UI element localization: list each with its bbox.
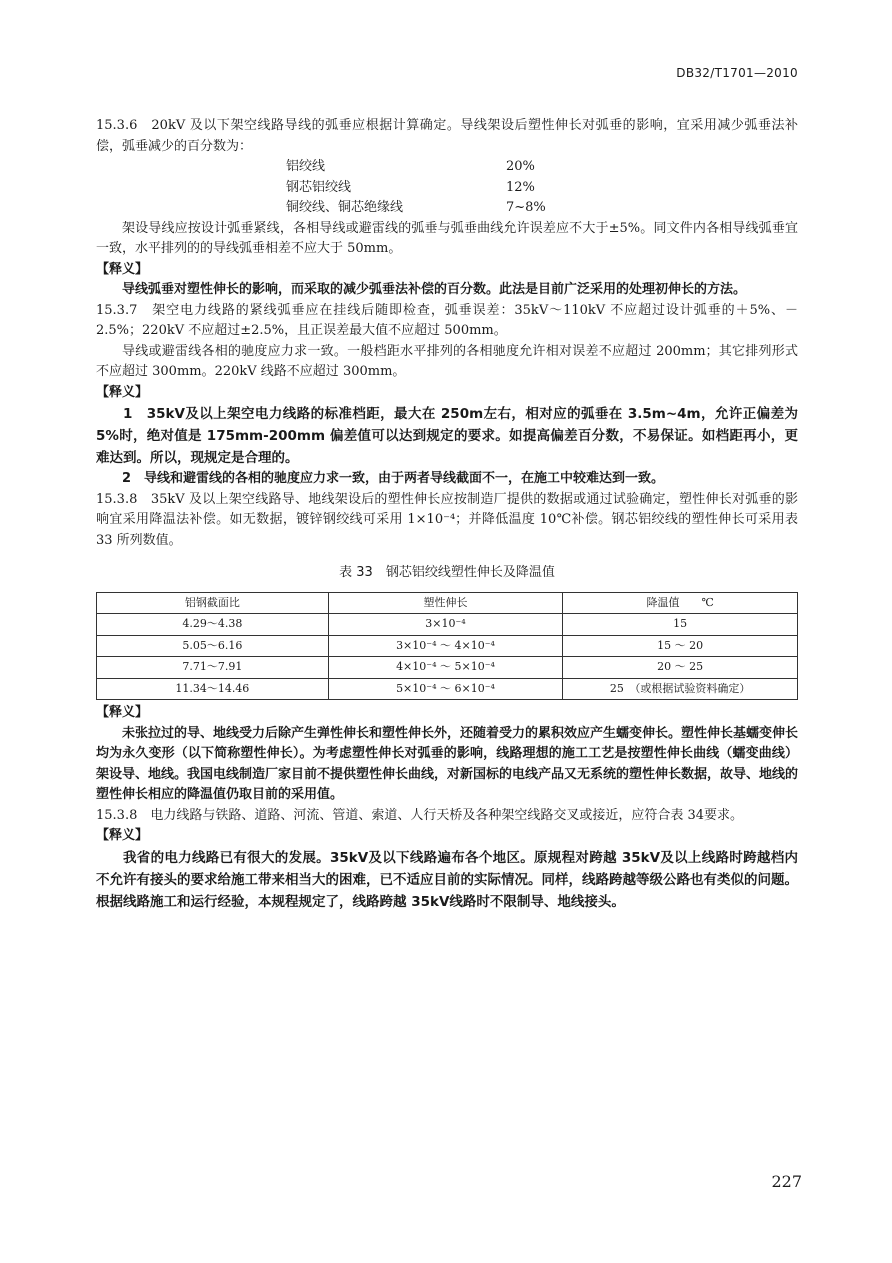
table-row xyxy=(97,678,798,700)
sag-reduction-list xyxy=(96,157,798,219)
reduction-percent: 20% xyxy=(506,159,535,174)
document-body xyxy=(96,116,798,913)
table-header-row xyxy=(97,592,798,614)
conductor-type: 铜绞线、铜芯绝缘线 xyxy=(286,200,404,215)
interpretation-label: 【释义】 xyxy=(96,705,149,720)
interpretation-item-1: 1 35kV及以上架空电力线路的标准档距，最大在 250m左右，相对应的弧垂在 3.5m~4m，允许正偏差为 5%时，绝对值是 175mm-200mm 偏差值可以达到规定的要求。如提高偏差百分数，不易保证。如档距再小，更难达到。所以，现规定是合理的。 xyxy=(96,406,798,466)
table-row xyxy=(97,657,798,679)
table-cell: 4.29～4.38 xyxy=(97,614,329,636)
clause-15-3-8: 15.3.8 35kV 及以上架空线路导、地线架设后的塑性伸长应按制造厂提供的数据或通过试验确定，塑性伸长对弧垂的影响宜采用降温法补偿。如无数据，镀锌钢绞线可采用 1×10⁻⁴；并降低温度 10℃补偿。钢芯铝绞线的塑性伸长可采用表 33 所列数值。 xyxy=(96,491,798,548)
interpretation-text: 我省的电力线路已有很大的发展。35kV及以下线路遍布各个地区。原规程对跨越 35kV及以上线路时跨越档内不允许有接头的要求给施工带来相当大的困难，已不适应目前的实际情况。同样，线路跨越等级公路也有类似的问题。根据线路施工和运行经验，本规程规定了，线路跨越 35kV线路时不限制导、地线接头。 xyxy=(96,849,798,910)
interpretation-item-2: 2 导线和避雷线的各相的驰度应力求一致，由于两者导线截面不一，在施工中较难达到一致。 xyxy=(122,471,665,486)
conductor-type: 铝绞线 xyxy=(286,159,326,174)
list-item xyxy=(96,178,798,199)
interpretation-label: 【释义】 xyxy=(96,828,149,843)
list-item xyxy=(96,157,798,178)
page-number: 227 xyxy=(771,1172,802,1191)
clause-15-3-7-paragraph-2: 导线或避雷线各相的驰度应力求一致。一般档距水平排列的各相驰度允许相对误差不应超过 200mm；其它排列形式不应超过 300mm。220kV 线路不应超过 300mm。 xyxy=(96,343,798,379)
table-cell: 20 ～ 25 xyxy=(563,657,798,679)
interpretation-text: 未张拉过的导、地线受力后除产生弹性伸长和塑性伸长外，还随着受力的累积效应产生蠕变伸长。塑性伸长基蠕变伸长均为永久变形（以下简称塑性伸长）。为考虑塑性伸长对弧垂的影响，线路理想的施工工艺是按塑性伸长曲线（蠕变曲线）架设导、地线。我国电线制造厂家目前不提供塑性伸长曲线，对新国标的电线产品又无系统的塑性伸长数据，故导、地线的塑性伸长相应的降温值仍取目前的采用值。 xyxy=(96,725,799,802)
document-code: DB32/T1701—2010 xyxy=(676,66,798,80)
clause-15-3-7: 15.3.7 架空电力线路的紧线弧垂应在挂线后随即检查，弧垂误差：35kV～110kV 不应超过设计弧垂的＋5%、－2.5%；220kV 不应超过±2.5%，且正误差最大值不应超过 500mm。 xyxy=(96,302,798,338)
table-cell: 3×10⁻⁴ xyxy=(328,614,563,636)
table-title: 表 33 钢芯铝绞线塑性伸长及降温值 xyxy=(339,565,555,580)
table-cell: 15 xyxy=(563,614,798,636)
table-cell: 7.71～7.91 xyxy=(97,657,329,679)
column-header: 降温值 ℃ xyxy=(563,592,798,614)
table-cell: 3×10⁻⁴ ～ 4×10⁻⁴ xyxy=(328,635,563,657)
clause-15-3-8-crossing: 15.3.8 电力线路与铁路、道路、河流、管道、索道、人行天桥及各种架空线路交叉或接近，应符合表 34要求。 xyxy=(96,807,744,823)
interpretation-text: 导线弧垂对塑性伸长的影响，而采取的减少弧垂法补偿的百分数。此法是目前广泛采用的处理初伸长的方法。 xyxy=(122,282,747,297)
table-row xyxy=(97,614,798,636)
clause-15-3-6-paragraph-2: 架设导线应按设计弧垂紧线，各相导线或避雷线的弧垂与弧垂曲线允许误差应不大于±5%。同文件内各相导线弧垂宜一致，水平排列的的导线弧垂相差不应大于 50mm。 xyxy=(96,220,798,256)
column-header: 塑性伸长 xyxy=(328,592,563,614)
table-cell: 25 （或根据试验资料确定） xyxy=(563,678,798,700)
interpretation-label: 【释义】 xyxy=(96,384,149,400)
plastic-elongation-table xyxy=(96,592,798,701)
table-row xyxy=(97,635,798,657)
reduction-percent: 12% xyxy=(506,179,535,195)
conductor-type: 钢芯铝绞线 xyxy=(286,179,352,195)
table-cell: 5×10⁻⁴ ～ 6×10⁻⁴ xyxy=(328,678,563,700)
clause-15-3-6: 15.3.6 20kV 及以下架空线路导线的弧垂应根据计算确定。导线架设后塑性伸长对弧垂的影响，宜采用减少弧垂法补偿，弧垂减少的百分数为： xyxy=(96,118,798,154)
table-cell: 5.05～6.16 xyxy=(97,635,329,657)
column-header: 铝钢截面比 xyxy=(97,592,329,614)
table-cell: 4×10⁻⁴ ～ 5×10⁻⁴ xyxy=(328,657,563,679)
table-cell: 15 ～ 20 xyxy=(563,635,798,657)
reduction-percent: 7~8% xyxy=(506,200,546,215)
table-cell: 11.34～14.46 xyxy=(97,678,329,700)
list-item xyxy=(96,198,798,219)
interpretation-label: 【释义】 xyxy=(96,261,149,277)
